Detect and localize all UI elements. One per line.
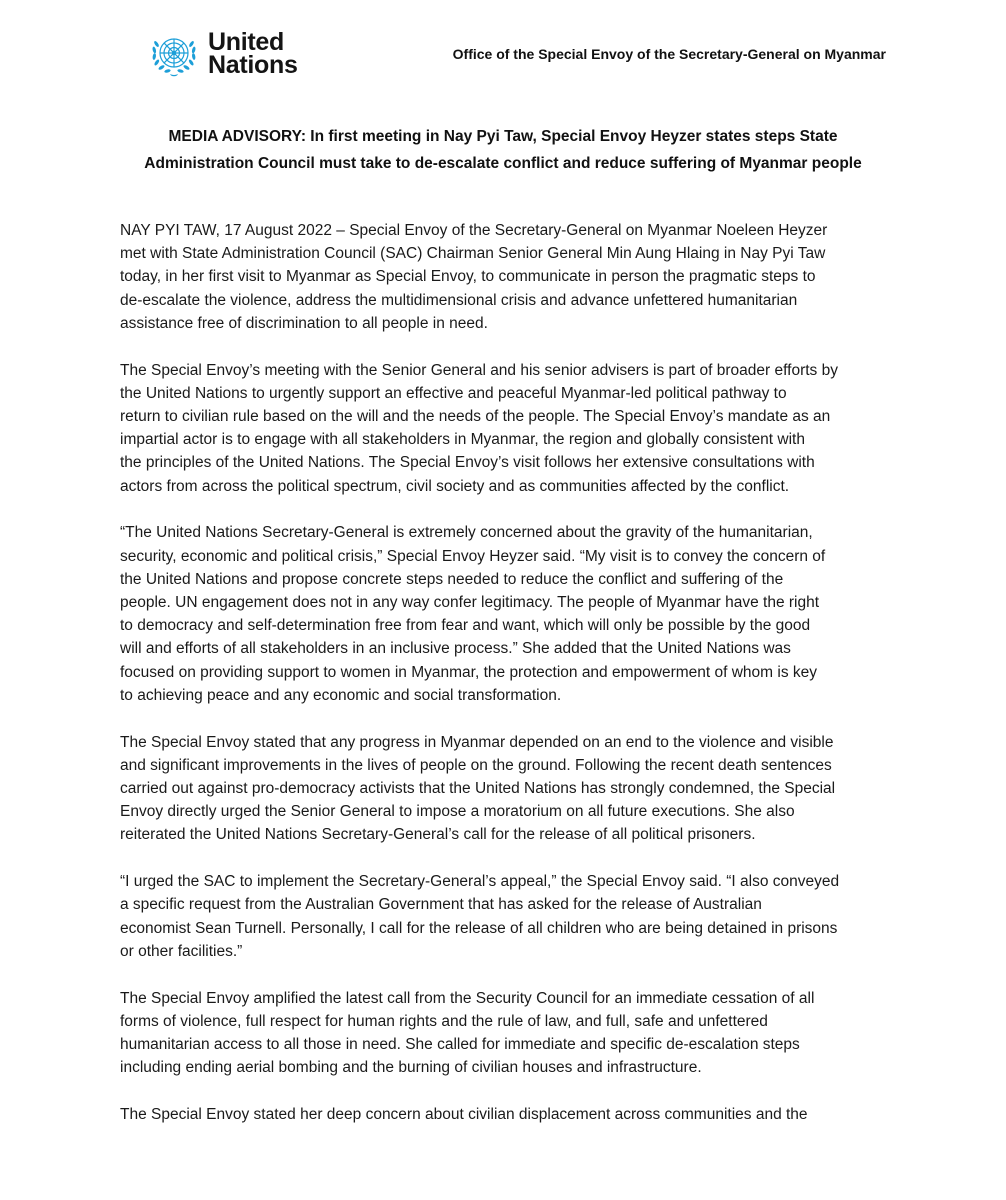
body-paragraph [120, 870, 920, 963]
title-line-1: MEDIA ADVISORY: In first meeting in Nay Pyi Taw, Special Envoy Heyzer states steps State [168, 128, 838, 145]
paragraph-line: The Special Envoy amplified the latest call from the Security Council for an immediate cessation of all [120, 989, 815, 1007]
paragraph-line: the principles of the United Nations. The Special Envoy’s visit follows her extensive consultations with [120, 454, 815, 472]
paragraph-line: humanitarian access to all those in need. She called for immediate and specific de-escalation steps [120, 1036, 800, 1054]
body-paragraph [120, 987, 920, 1080]
paragraph-line: a specific request from the Australian Government that has asked for the release of Australian [120, 896, 762, 914]
paragraph-line: or other facilities.” [120, 942, 243, 960]
paragraph-line: NAY PYI TAW, 17 August 2022 – Special Envoy of the Secretary-General on Myanmar Noeleen Heyzer [120, 222, 828, 239]
paragraph-line: The Special Envoy’s meeting with the Senior General and his senior advisers is part of broader efforts by [120, 361, 838, 379]
office-heading: Office of the Special Envoy of the Secretary-General on Myanmar [452, 46, 886, 62]
un-logo [148, 28, 298, 80]
paragraph-line: Envoy directly urged the Senior General to impose a moratorium on all future executions. She also [120, 803, 795, 821]
body-paragraph [120, 1103, 920, 1126]
paragraph-line: to democracy and self-determination free from fear and want, which will only be possible by the good [120, 617, 811, 635]
body-paragraph [120, 521, 920, 707]
paragraph-line: The Special Envoy stated her deep concern about civilian displacement across communities and the [120, 1106, 808, 1124]
paragraph-line: de-escalate the violence, address the multidimensional crisis and advance unfettered humanitarian [120, 291, 798, 309]
body-paragraph [120, 731, 920, 847]
paragraph-line: impartial actor is to engage with all stakeholders in Myanmar, the region and globally consistent with [120, 431, 805, 449]
body-paragraph [120, 359, 920, 498]
paragraph-line: people. UN engagement does not in any way confer legitimacy. The people of Myanmar have the right [120, 594, 820, 612]
body-paragraph [120, 219, 920, 335]
paragraph-line: “I urged the SAC to implement the Secretary-General’s appeal,” the Special Envoy said. “I also conveyed [120, 873, 840, 891]
paragraph-line: reiterated the United Nations Secretary-General’s call for the release of all political prisoners. [120, 826, 756, 844]
un-wordmark [208, 28, 298, 79]
paragraph-line: met with State Administration Council (SAC) Chairman Senior General Min Aung Hlaing in Nay Pyi Taw [120, 245, 826, 263]
paragraph-line: to achieving peace and any economic and social transformation. [120, 686, 562, 704]
paragraph-line: economist Sean Turnell. Personally, I call for the release of all children who are being detained in prisons [120, 919, 838, 937]
paragraph-line: actors from across the political spectrum, civil society and as communities affected by the conflict. [120, 477, 790, 495]
paragraph-line: assistance free of discrimination to all people in need. [120, 314, 488, 332]
un-wordmark-line2: Nations [208, 51, 298, 79]
un-wordmark-line1: United [208, 28, 284, 56]
title-line-2: Administration Council must take to de-escalate conflict and reduce suffering of Myanmar people [144, 155, 862, 172]
paragraph-line: the United Nations and propose concrete steps needed to reduce the conflict and suffering of the [120, 570, 784, 588]
paragraph-line: return to civilian rule based on the will and the needs of the people. The Special Envoy’s mandate as an [120, 408, 831, 426]
paragraph-line: forms of violence, full respect for human rights and the rule of law, and full, safe and unfettered [120, 1012, 768, 1030]
media-advisory-title [90, 123, 916, 177]
press-release-body [120, 219, 920, 1150]
paragraph-line: The Special Envoy stated that any progress in Myanmar depended on an end to the violence and visible [120, 733, 834, 751]
paragraph-line: security, economic and political crisis,” Special Envoy Heyzer said. “My visit is to convey the concern of [120, 547, 826, 565]
paragraph-line: will and efforts of all stakeholders in an inclusive process.” She added that the United Nations was [120, 640, 791, 658]
paragraph-line: and significant improvements in the lives of people on the ground. Following the recent death sentences [120, 756, 832, 774]
paragraph-line: today, in her first visit to Myanmar as Special Envoy, to communicate in person the pragmatic steps to [120, 268, 816, 286]
un-emblem-icon [148, 28, 200, 80]
paragraph-line: “The United Nations Secretary-General is extremely concerned about the gravity of the humanitarian, [120, 524, 813, 542]
paragraph-line: including ending aerial bombing and the burning of civilian houses and infrastructure. [120, 1059, 702, 1077]
paragraph-line: focused on providing support to women in Myanmar, the protection and empowerment of whom is key [120, 663, 818, 681]
paragraph-line: carried out against pro-democracy activists that the United Nations has strongly condemned, the Special [120, 780, 836, 798]
paragraph-line: the United Nations to urgently support an effective and peaceful Myanmar-led political pathway to [120, 384, 787, 402]
